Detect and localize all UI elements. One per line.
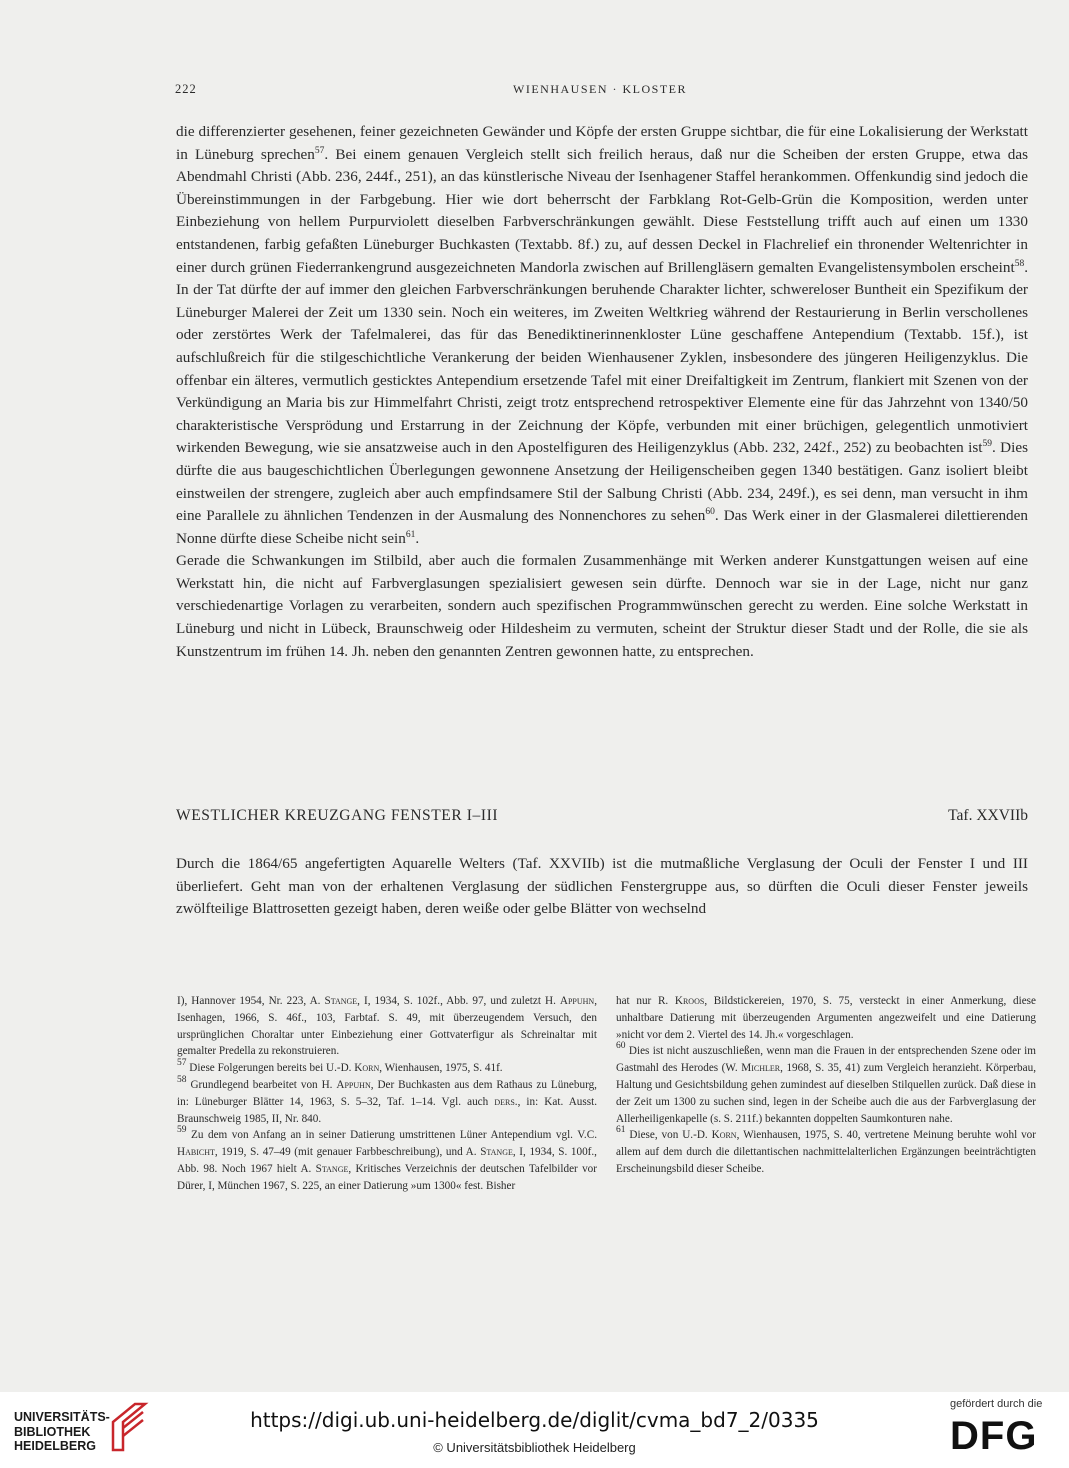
library-name-line-1: UNIVERSITÄTS- bbox=[14, 1410, 110, 1424]
main-text bbox=[176, 121, 1028, 663]
footnote-marker: 60 bbox=[705, 507, 715, 518]
footnote: $^{57}$ Diese Folgerungen bereits bei U.-D. Korn, Wienhausen, 1975, S. 41f. bbox=[177, 1058, 503, 1075]
section-text bbox=[176, 853, 1028, 921]
author-name: Stange bbox=[315, 1162, 349, 1175]
section-paragraph: Durch die 1864/65 angefertigten Aquarelle Welters (Taf. XXVIIb) ist die mutmaßliche Verglasung der Oculi der Fenster I und III überliefert. Geht man von der erhaltenen Verglasung der südlichen Fenstergruppe aus, so dürften die Oculi dieser Fenster jeweils zwölfteilige Blattrosetten gezeigt haben, deren weiße oder gelbe Blätter von wechselnd bbox=[176, 855, 1028, 918]
footnote: $^{59}$ Zu dem von Anfang an in seiner Datierung umstrittenen Lüner Antependium vgl. V.C. Habicht, 1919, S. 47–49 (mit genauer Farbbeschreibung), und A. Stange, I, 1934, S. 100f., Abb. 98. Noch 1967 hielt A. Stange, Kritisches Verzeichnis der deutschen Tafelbilder vor Dürer, I, München 1967, S. 225, an einer Datierung »um 1300« fest. Bisher bbox=[177, 1125, 597, 1192]
section-heading bbox=[176, 807, 1028, 831]
paragraph-2: Gerade die Schwankungen im Stilbild, aber auch die formalen Zusammenhänge mit Werken anderer Kunstgattungen weisen auf eine Werkstatt hin, die nicht auf Farbverglasungen spezialisiert gewesen sein dürfte. Dennoch war sie in der Lage, nicht nur ganz verschiedenartige Vorlagen zu verarbeiten, sondern auch spezifischen Programmwünschen gerecht zu werden. Eine solche Werkstatt in Lüneburg und nicht in Lübeck, Braunschweig oder Hildesheim zu vermuten, scheint der Struktur dieser Stadt und der Rolle, die sie als Kunstzentrum im frühen 14. Jh. neben den genannten Zentren gewonnen hatte, zu entsprechen. bbox=[176, 552, 1028, 660]
footnote: hat nur R. Kroos, Bildstickereien, 1970, S. 75, versteckt in einer Anmerkung, diese unhaltbare Datierung mit überzeugenden Argumenten angezweifelt und eine Datierung »nicht vor dem 2. Viertel des 14. Jh.« vorgeschlagen. bbox=[616, 995, 1036, 1041]
author-name: ders. bbox=[494, 1095, 518, 1108]
permalink-url[interactable]: https://digi.ub.uni-heidelberg.de/diglit/cvma_bd7_2/0335 bbox=[250, 1408, 819, 1432]
copyright-notice: © Universitätsbibliothek Heidelberg bbox=[433, 1440, 636, 1455]
footnote-marker: 59 bbox=[177, 1125, 187, 1136]
paragraph-1: die differenzierter gesehenen, feiner gezeichneten Gewänder und Köpfe der ersten Gruppe sichtbar, die für eine Lokalisierung der Werkstatt in Lüneburg sprechen$^{57}$. Bei einem genauen Vergleich stellt sich freilich heraus, daß nur die Scheiben der ersten Gruppe, etwa das Abendmahl Christi (Abb. 236, 244f., 251), an das künstlerische Niveau der Isenhagener Staffel herankommen. Offenkundig sind jedoch die Übereinstimmungen in der Farbgebung. Hier wie dort beherrscht der Farbklang Rot-Gelb-Grün die Komposition, werden unter Einbeziehung von hellem Purpurviolett dieselben Farbverschränkungen gewählt. Diese Feststellung trifft auch auf einen um 1330 entstandenen, farbig gefaßten Lüneburger Buchkasten (Textabb. 8f.) zu, auf dessen Deckel in Flachrelief ein thronender Weltenrichter in einer durch grünen Fiederrankengrund ausgezeichneten Mandorla zwischen auf Brillengläsern gemalten Evangelistensymbolen erscheint$^{58}$. In der Tat dürfte der auf immer den gleichen Farbverschränkungen beruhende Charakter lichter, schwereloser Buntheit ein Spezifikum der Lüneburger Malerei der Zeit um 1330 sein. Noch ein weiteres, im Zweiten Weltkrieg während der Restaurierung in Berlin verschollenes oder zerstörtes Werk der Tafelmalerei, das für das Benediktinerinnenkloster Lüne geschaffene Antependium (Textabb. 15f.), ist aufschlußreich für die stilgeschichtliche Verankerung der beiden Wienhausener Zyklen, insbesondere des jüngeren Heiligenzyklus. Die offenbar ein älteres, vermutlich gesticktes Antependium ersetzende Tafel mit einer Dreifaltigkeit im Zentrum, flankiert mit Szenen von der Verkündigung an Maria bis zur Himmelfahrt Christi, zeigt trotz entsprechend retrospektiver Elemente eine für das Jahrzehnt von 1340/50 charakteristische Versprödung und Erstarrung in der Zeichnung der Köpfe, verbunden mit einer brüchigen, gelegentlich unmotiviert wirkenden Bewegung, wie sie ansatzweise auch in den Apostelfiguren des Heiligenzyklus (Abb. 232, 242f., 252) zu beobachten ist$^{59}$. Dies dürfte die aus baugeschichtlichen Überlegungen gewonnene Ansetzung der Heiligenscheiben gegen 1340 bestätigen. Ganz isoliert bleibt einstweilen der strengere, zugleich aber auch empfindsamere Stil der Salbung Christi (Abb. 234, 249f.), es sei denn, man versucht in ihm eine Parallele zu ähnlichen Tendenzen in der Ausmalung des Nonnenchores zu sehen$^{60}$. Das Werk einer in der Glasmalerei dilettierenden Nonne dürfte diese Scheibe nicht sein$^{61}$. bbox=[176, 123, 1028, 547]
library-name-line-2: BIBLIOTHEK bbox=[14, 1424, 91, 1439]
page-number: 222 bbox=[175, 82, 197, 96]
author-name: Habicht bbox=[177, 1146, 215, 1159]
footnote-marker: 61 bbox=[405, 529, 416, 540]
footnotes-right-column bbox=[616, 993, 1036, 1178]
author-name: Appuhn bbox=[336, 1078, 371, 1091]
footnote-marker: 58 bbox=[177, 1074, 187, 1085]
footnote-marker: 60 bbox=[616, 1041, 626, 1052]
footnote: I), Hannover 1954, Nr. 223, A. Stange, I, 1934, S. 102f., Abb. 97, und zuletzt H. Appuhn, Isenhagen, 1966, S. 46f., 103, Farbtaf. S. 49, mit überzeugendem Versuch, den ursprünglichen Choraltar unter Einbeziehung einer Gottvaterfigur als Schreinaltar mit gemalter Predella zu rekonstruieren. bbox=[177, 995, 597, 1058]
funding-note: gefördert durch die bbox=[950, 1398, 1043, 1410]
plate-reference: Taf. XXVIIb bbox=[948, 807, 1028, 824]
footnote-marker: 59 bbox=[982, 439, 992, 450]
footnote: $^{60}$ Dies ist nicht auszuschließen, wenn man die Frauen in der entsprechenden Szene oder im Gastmahl des Herodes (W. Michler, 1968, S. 35, 41) zum Vergleich heranzieht. Körperbau, Haltung und Gesichtsbildung gehen zumindest auf dieselben Stilquellen zurück. Daß diese in der Zeit um 1300 zu suchen sind, legen in der Scheibe auch die aus der Farbverglasung der Allerheiligenkapelle (s. S. 211f.) bekannten doppelten Saumkonturen nahe. bbox=[616, 1041, 1037, 1125]
author-name: Stange bbox=[324, 995, 358, 1007]
footnote-marker: 58 bbox=[1014, 258, 1025, 269]
footnote-marker: 61 bbox=[616, 1125, 626, 1136]
section-title: WESTLICHER KREUZGANG FENSTER I–III bbox=[176, 807, 499, 824]
author-name: Korn bbox=[711, 1129, 737, 1142]
footnote-marker: 57 bbox=[314, 145, 325, 156]
footnote: $^{61}$ Diese, von U.-D. Korn, Wienhausen, 1975, S. 40, vertretene Meinung beruhte wohl vor allem auf dem durch die dilettantischen nachmittelalterlichen Ergänzungen beeinträchtigten Erscheinungsbild dieser Scheibe. bbox=[616, 1125, 1037, 1175]
author-name: Michler bbox=[741, 1062, 781, 1075]
footnote: $^{58}$ Grundlegend bearbeitet von H. Appuhn, Der Buchkasten aus dem Rathaus zu Lüneburg, in: Lüneburger Blätter 14, 1963, S. 5–32, Taf. 1–14. Vgl. auch ders., in: Kat. Ausst. Braunschweig 1985, II, Nr. 840. bbox=[177, 1074, 597, 1125]
author-name: Kroos bbox=[674, 995, 705, 1007]
footnotes-left-column bbox=[177, 993, 597, 1195]
library-name-line-3: HEIDELBERG bbox=[14, 1439, 96, 1453]
running-title: WIENHAUSEN · KLOSTER bbox=[513, 82, 687, 96]
author-name: Stange bbox=[480, 1146, 513, 1159]
footnote-marker: 57 bbox=[177, 1058, 187, 1069]
author-name: Appuhn bbox=[559, 995, 595, 1007]
author-name: Korn bbox=[354, 1062, 380, 1075]
dfg-logo[interactable]: DFG bbox=[950, 1414, 1038, 1458]
